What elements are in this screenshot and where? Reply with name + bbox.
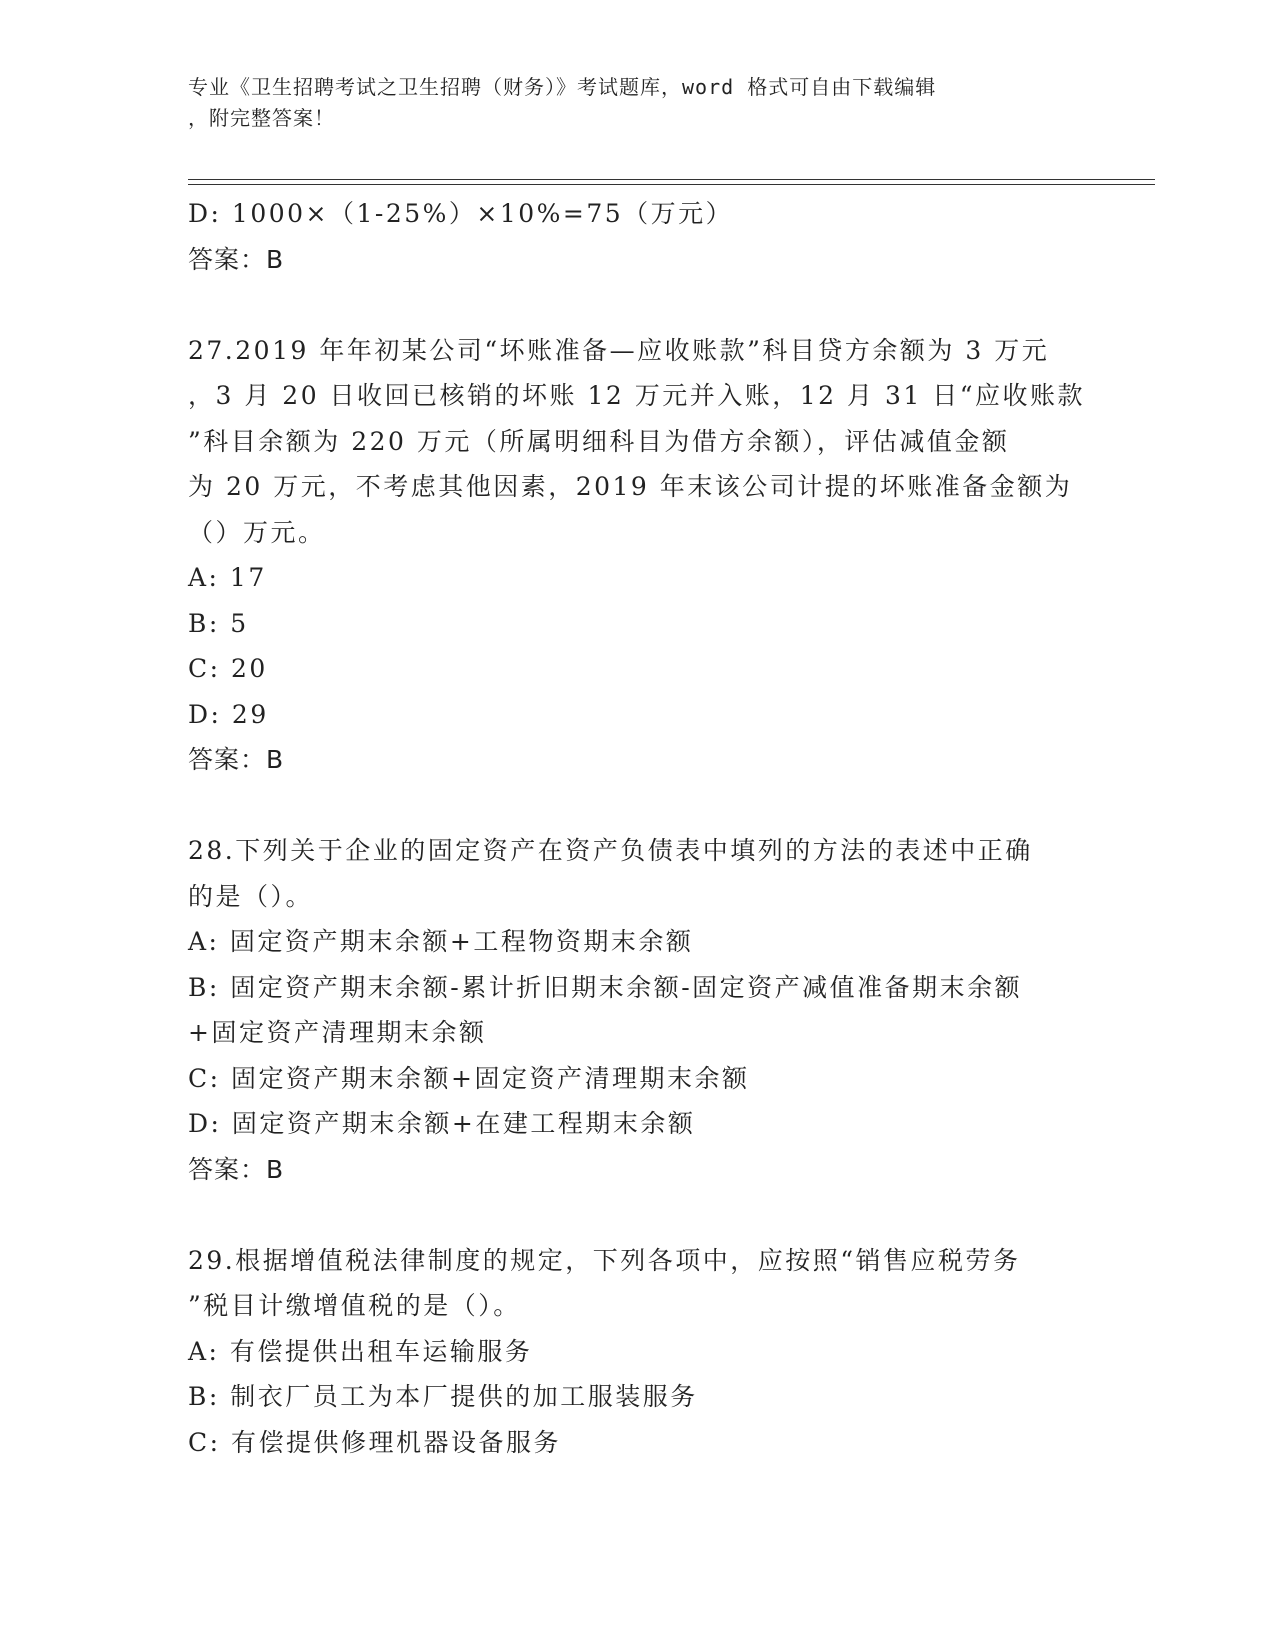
header-line-1: 专业《卫生招聘考试之卫生招聘（财务）》考试题库，word 格式可自由下载编辑 [188,75,937,99]
question-stem-line: ”科目余额为 220 万元（所属明细科目为借方余额），评估减值金额 [188,426,1010,456]
question-stem-line: 28.下列关于企业的固定资产在资产负债表中填列的方法的表述中正确 [188,836,1033,865]
document-body [188,191,1108,1465]
document-header [188,72,1068,134]
question-stem-line: 29.根据增值税法律制度的规定，下列各项中，应按照“销售应税劳务 [188,1245,1021,1275]
question-27 [188,328,1108,783]
option-c: C: 固定资产期末余额+固定资产清理期末余额 [188,1063,750,1093]
option-a: A: 有偿提供出租车运输服务 [188,1336,533,1366]
question-28 [188,828,1108,1192]
option-a: A: 17 [188,563,267,592]
option-b: B: 制衣厂员工为本厂提供的加工服装服务 [188,1382,698,1411]
option-b: B: 5 [188,608,249,638]
header-rule-top [188,179,1155,180]
question-stem-line: 27.2019 年年初某公司“坏账准备—应收账款”科目贷方余额为 3 万元 [188,335,1050,365]
header-line-2: ，附完整答案！ [188,106,335,130]
question-stem-line: ，3 月 20 日收回已核销的坏账 12 万元并入账，12 月 31 日“应收账款 [188,381,1086,410]
option-a: A: 固定资产期末余额+工程物资期末余额 [188,927,694,956]
question-stem-line: （）万元。 [188,517,326,547]
question-stem-line: ”税目计缴增值税的是（）。 [188,1291,521,1320]
option-c: C: 有偿提供修理机器设备服务 [188,1427,561,1457]
option-b: B: 固定资产期末余额-累计折旧期末余额-固定资产减值准备期末余额 [188,972,1023,1002]
option-d: D: 固定资产期末余额+在建工程期末余额 [188,1109,696,1138]
option-b-continued: +固定资产清理期末余额 [188,1018,487,1047]
question-stem-line: 为 20 万元，不考虑其他因素，2019 年末该公司计提的坏账准备金额为 [188,472,1073,501]
option-d: D: 1000×（1-25%）×10%=75（万元） [188,199,734,228]
question-stem-line: 的是（）。 [188,881,314,911]
spacer [188,1192,1108,1238]
answer-line: 答案：B [188,244,285,274]
option-c: C: 20 [188,654,268,683]
spacer [188,783,1108,829]
option-d: D: 29 [188,699,269,729]
answer-line: 答案：B [188,1154,285,1184]
question-29 [188,1238,1108,1466]
answer-line: 答案：B [188,745,285,774]
header-rule-bottom [188,184,1155,185]
spacer [188,282,1108,328]
